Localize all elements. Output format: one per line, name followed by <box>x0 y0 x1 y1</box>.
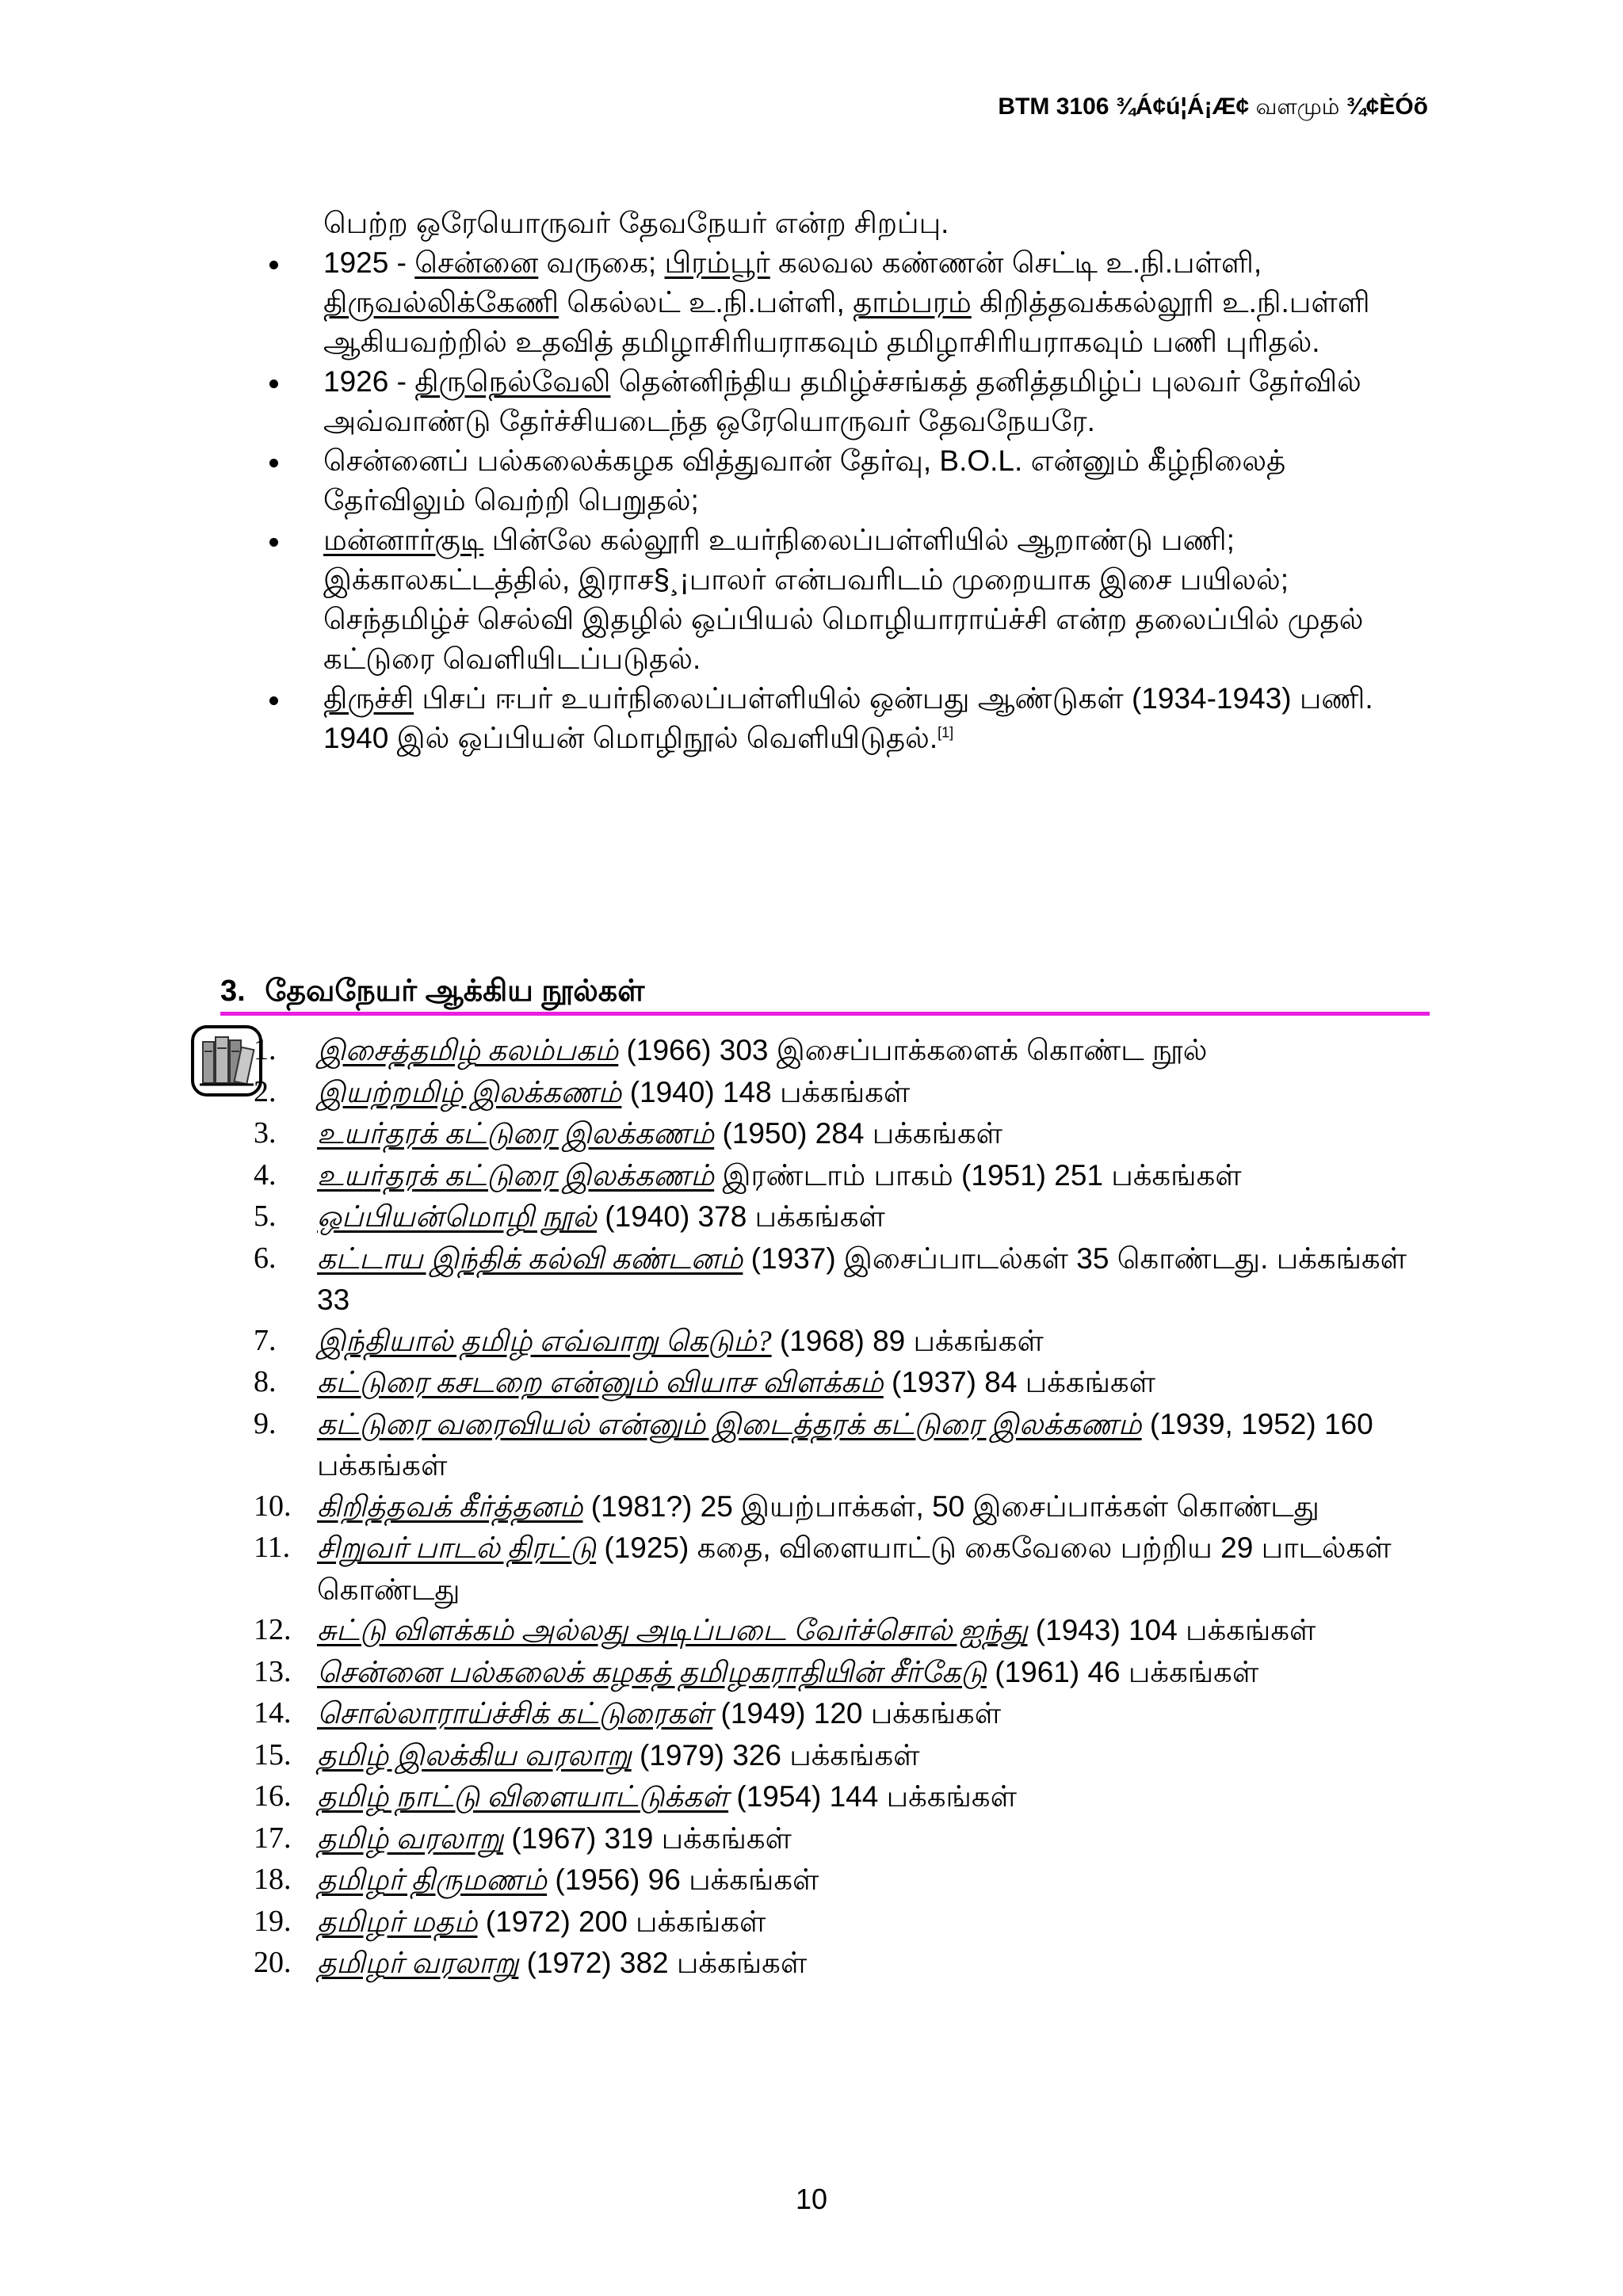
book-details: (1943) 104 பக்கங்கள் <box>1027 1614 1316 1646</box>
book-details: (1981?) 25 இயற்பாக்கள், 50 இசைப்பாக்கள் கொண்டது <box>582 1489 1319 1523</box>
book-item <box>254 1818 1442 1860</box>
book-title: கட்டுரை வரைவியல் என்னும் இடைத்தரக் கட்டுரை இலக்கணம் <box>317 1408 1142 1441</box>
book-item <box>254 1859 1442 1901</box>
book-title: தமிழ் வரலாறு <box>317 1822 504 1855</box>
book-details: (1972) 382 பக்கங்கள் <box>518 1947 808 1979</box>
book-details: (1968) 89 பக்கங்கள் <box>771 1324 1044 1357</box>
place-name: சென்னை <box>414 246 539 279</box>
book-title: கட்டுரை கசடறை என்னும் வியாச விளக்கம் <box>317 1367 884 1399</box>
page-number: 10 <box>795 2183 828 2215</box>
bio-text: 1925 - <box>323 246 415 279</box>
book-title: இயற்றமிழ் இலக்கணம் <box>317 1076 622 1109</box>
book-number: 8. <box>254 1365 277 1398</box>
bio-text: சென்னைப் பல்கலைக்கழக வித்துவான் தேர்வு, B.O.L. என்னும் கீழ்நிலைத் தேர்விலும் வெற்றி பெறுதல்; <box>323 444 1286 517</box>
section-rule <box>220 1012 1430 1016</box>
bullet-icon <box>269 459 278 467</box>
book-item <box>254 1486 1442 1528</box>
place-name: மன்னார்குடி <box>323 524 484 556</box>
bullet-icon <box>269 538 278 547</box>
book-item <box>254 1113 1442 1155</box>
book-title: சொல்லாராய்ச்சிக் கட்டுரைகள் <box>317 1698 713 1730</box>
book-number: 10. <box>254 1489 292 1523</box>
book-title: உயர்தரக் கட்டுரை இலக்கணம் <box>317 1118 715 1150</box>
bullet-icon <box>269 696 278 705</box>
book-number: 12. <box>254 1613 292 1646</box>
bio-item <box>269 441 1426 521</box>
book-item <box>254 1527 1442 1610</box>
book-item <box>254 1901 1442 1943</box>
book-item <box>254 1072 1442 1114</box>
book-item <box>254 1735 1442 1777</box>
book-number: 11. <box>254 1531 291 1564</box>
bio-text: பின்லே கல்லூரி உயர்நிலைப்பள்ளியில் ஆறாண்டு பணி; இக்காலகட்டத்தில், இராச§¸¡பாலர் என்பவரிடம் முறையாக இசை பயிலல்; செந்தமிழ்ச் செல்வி இதழில் ஒப்பியல் மொழியாராய்ச்சி என்ற தலைப்பில் முதல் கட்டுரை வெளியிடப்படுதல். <box>323 524 1364 675</box>
section-number: 3. <box>220 974 246 1008</box>
book-details: (1966) 303 இசைப்பாக்களைக் கொண்ட நூல் <box>618 1034 1208 1066</box>
place-name: திருச்சி <box>323 682 414 715</box>
running-header <box>998 93 1428 123</box>
book-title: இந்தியால் தமிழ் எவ்வாறு கெடும்? <box>317 1325 772 1358</box>
book-details: (1972) 200 பக்கங்கள் <box>477 1905 766 1938</box>
book-item <box>254 1776 1442 1818</box>
bio-text: கலவல கண்ணன் செட்டி உ.நி.பள்ளி, <box>769 246 1262 279</box>
book-stack-icon <box>190 1024 263 1097</box>
book-item <box>254 1196 1442 1238</box>
book-details: (1937) 84 பக்கங்கள் <box>883 1366 1156 1398</box>
book-title: தமிழ் நாட்டு விளையாட்டுக்கள் <box>317 1781 729 1814</box>
place-name: பிரம்பூர் <box>664 246 770 279</box>
book-number: 20. <box>254 1946 292 1979</box>
book-title: தமிழர் வரலாறு <box>317 1947 519 1980</box>
book-title: சிறுவர் பாடல் திரட்டு <box>317 1532 597 1565</box>
book-number: 1. <box>254 1033 277 1066</box>
bio-text: கெல்லட் உ.நி.பள்ளி, <box>559 286 854 318</box>
book-item <box>254 1404 1442 1486</box>
book-details: (1937) இசைப்பாடல்கள் 35 கொண்டது. பக்கங்கள் 33 <box>317 1241 1407 1316</box>
bio-text: பெற்ற ஒரேயொருவர் தேவநேயர் என்ற சிறப்பு. <box>323 207 949 239</box>
place-name: திருவல்லிக்கேணி <box>323 286 559 318</box>
bio-text: பிசப் ஈபர் உயர்நிலைப்பள்ளியில் ஒன்பது ஆண்டுகள் (1934-1943) பணி. 1940 இல் ஒப்பியன் மொழிநூல் வெளியிடுதல். <box>323 682 1373 754</box>
book-title: சென்னை பல்கலைக் கழகத் தமிழகராதியின் சீர்கேடு <box>317 1656 987 1689</box>
book-item <box>254 1943 1442 1985</box>
book-number: 5. <box>254 1199 277 1233</box>
course-code: BTM 3106 <box>998 93 1109 120</box>
book-number: 18. <box>254 1863 292 1896</box>
book-item <box>254 1652 1442 1694</box>
book-number: 4. <box>254 1158 277 1192</box>
place-name: தாம்பரம் <box>853 286 972 318</box>
book-item <box>254 1610 1442 1652</box>
book-item <box>254 1030 1442 1072</box>
book-number: 6. <box>254 1241 277 1275</box>
biography-list <box>269 204 1426 758</box>
bio-item <box>269 204 1426 243</box>
book-title: கட்டாய இந்திக் கல்வி கண்டனம் <box>317 1242 743 1276</box>
book-details: (1949) 120 பக்கங்கள் <box>712 1697 1002 1730</box>
book-details: (1950) 284 பக்கங்கள் <box>714 1117 1003 1150</box>
book-number: 19. <box>254 1904 292 1938</box>
book-details: (1961) 46 பக்கங்கள் <box>986 1655 1259 1688</box>
book-details: (1939, 1952) 160 பக்கங்கள் <box>317 1407 1373 1482</box>
book-number: 7. <box>254 1323 277 1357</box>
book-number: 15. <box>254 1737 292 1772</box>
bio-text: 1926 - <box>323 365 415 398</box>
book-details: (1967) 319 பக்கங்கள் <box>503 1821 792 1855</box>
bio-item <box>269 243 1426 362</box>
section-title: தேவநேயர் ஆக்கிய நூல்கள் <box>265 974 645 1008</box>
book-details: (1956) 96 பக்கங்கள் <box>547 1863 819 1896</box>
book-title: சுட்டு விளக்கம் அல்லது அடிப்படை வேர்ச்சொல் ஐந்து <box>317 1615 1028 1647</box>
book-number: 2. <box>254 1074 277 1108</box>
book-title: ஒப்பியன்மொழி நூல் <box>317 1201 598 1234</box>
bio-item <box>269 362 1426 441</box>
place-name: திருநெல்வேலி <box>414 365 611 398</box>
book-title: உயர்தரக் கட்டுரை இலக்கணம் <box>317 1159 715 1192</box>
bio-text: கிறித்தவக்கல்லூரி உ.நி.பள்ளி ஆகியவற்றில் உதவித் தமிழாசிரியராகவும் தமிழாசிரியராகவும் பணி புரிதல். <box>323 286 1370 358</box>
header-garbled-right: ¾¢ÈÓõ <box>1346 93 1428 120</box>
book-item <box>254 1693 1442 1735</box>
book-details: இரண்டாம் பாகம் (1951) 251 பக்கங்கள் <box>714 1158 1242 1192</box>
book-title: இசைத்தமிழ் கலம்பகம் <box>317 1035 619 1067</box>
bullet-icon <box>269 379 278 388</box>
book-number: 9. <box>254 1406 277 1440</box>
book-item <box>254 1155 1442 1197</box>
section-heading <box>220 971 1430 1012</box>
book-details: (1925) கதை, விளையாட்டு கைவேலை பற்றிய 29 பாடல்கள் கொண்டது <box>317 1531 1392 1606</box>
book-title: கிறித்தவக் கீர்த்தனம் <box>317 1490 583 1524</box>
book-details: (1940) 378 பக்கங்கள் <box>597 1200 885 1233</box>
bullet-icon <box>269 261 278 269</box>
book-details: (1979) 326 பக்கங்கள் <box>631 1738 920 1772</box>
bio-item <box>269 679 1426 758</box>
bio-text: தென்னிந்திய தமிழ்ச்சங்கத் தனித்தமிழ்ப் புலவர் தேர்வில் அவ்வாண்டு தேர்ச்சியடைந்த ஒரேயொருவர் தேவநேயரே. <box>323 365 1361 437</box>
book-number: 13. <box>254 1654 292 1688</box>
header-garbled-left: ¾Á¢ú¦Á¡Æ¢ <box>1115 93 1250 120</box>
book-title: தமிழர் திருமணம் <box>317 1864 548 1897</box>
bio-text: வருகை; <box>538 246 665 279</box>
book-number: 14. <box>254 1696 292 1730</box>
books-list <box>254 1030 1442 1985</box>
book-item <box>254 1321 1442 1363</box>
book-number: 3. <box>254 1116 277 1150</box>
header-word: வளமும் <box>1255 94 1340 119</box>
bio-item <box>269 521 1426 679</box>
book-details: (1940) 148 பக்கங்கள் <box>621 1075 911 1108</box>
book-number: 17. <box>254 1821 292 1855</box>
book-number: 16. <box>254 1779 292 1813</box>
footnote-ref: [1] <box>938 724 954 741</box>
book-details: (1954) 144 பக்கங்கள் <box>728 1780 1017 1813</box>
book-item <box>254 1238 1442 1321</box>
book-title: தமிழர் மதம் <box>317 1905 478 1939</box>
book-title: தமிழ் இலக்கிய வரலாறு <box>317 1739 632 1772</box>
book-item <box>254 1362 1442 1404</box>
